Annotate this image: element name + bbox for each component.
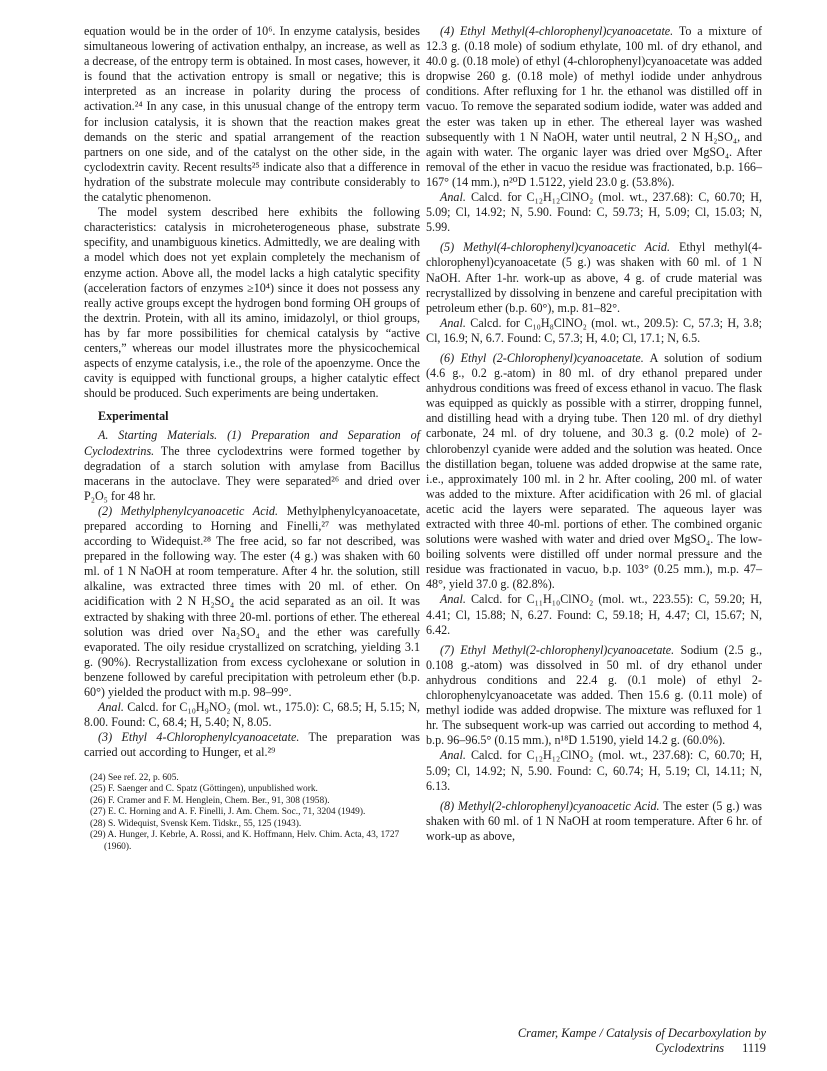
left-column (84, 24, 420, 854)
analysis-body: Calcd. for C₁₀H₈ClNO₂ (mol. wt., 209.5): C, 57.3; H, 3.8; Cl, 16.9; N, 6.7. Found: C, 57.3; H, 4.0; Cl, 17.1; N, 6.5. (426, 315, 762, 345)
paragraph-title: (8) Methyl(2-chlorophenyl)cyanoacetic Acid. (440, 798, 660, 813)
paragraph-ethyl-methyl-4-chlorophenyl (426, 24, 762, 190)
paragraph-ethyl-methyl-2-chlorophenyl (426, 643, 762, 749)
paragraph-body: Methylphenylcyanoacetate, prepared according to Horning and Finelli,²⁷ was methylated according to Widequist.²⁸ The free acid, so far not described, was prepared in the following way. The ester (4 g.) was shaken with 60 ml. of 1 N NaOH at room temperature. After 4 hr. the solution, still alkaline, was extracted three times with 20 ml. of ether. On acidification with 2 N H₂SO₄ the acid separated as an oil. It was extracted by shaking with three 20-ml. portions of ether. The ethereal solution was dried over Na₂SO₄ and the ether was carefully evaporated. The oily residue crystallized on scratching, yielding 3.1 g. (90%). Recrystallization from excess cyclohexane or solution in benzene followed by careful precipitation with petroleum ether (b.p. 60°) yielded the product with m.p. 98–99°. (84, 503, 420, 700)
analysis-body: Calcd. for C₁₂H₁₂ClNO₂ (mol. wt., 237.68): C, 60.70; H, 5.09; Cl, 14.92; N, 5.90. Found: C, 59.73; H, 5.09; Cl, 15.03; N, 5.99. (426, 190, 762, 235)
analysis-label: Anal. (440, 190, 466, 205)
paragraph-body: A solution of sodium (4.6 g., 0.2 g.-atom) in 80 ml. of dry ethanol prepared under anhydrous conditions was freed of excess ethanol in vacuo. The flask was equipped as quickly as possible with a stirrer, dropping funnel, and distilling head with a drying tube. Then 120 ml. of dry diethyl carbonate, 24 ml. of dry toluene, and 30.3 g. (0.2 mole) of 2-chlorobenzyl cyanide were added and the solution was heated. Once the distillation began, toluene was added dropwise at the same rate, i.e., approximately 100 ml. in 2 hr. After cooling, 200 ml. of water was added to the mixture. After acidification with 26 ml. of glacial acetic acid the layers were separated. The aqueous layer was extracted with three 40-ml. portions of ether. The combined organic solutions were washed with water and dried over MgSO₄. The low-boiling solvents were distilled off under normal pressure and the residue was fractionated in vacuo, b.p. 103° (0.25 mm.), m.p. 47–48°, yield 37.0 g. (82.8%). (426, 350, 762, 592)
paragraph-title: (6) Ethyl (2-Chlorophenyl)cyanoacetate. (440, 350, 644, 365)
paragraph-title: (4) Ethyl Methyl(4-chlorophenyl)cyanoacetate. (440, 24, 674, 38)
analysis-body: Calcd. for C₁₂H₁₂ClNO₂ (mol. wt., 237.68): C, 60.70; H, 5.09; Cl, 14.92; N, 5.90. Found: C, 60.74; H, 5.19; Cl, 14.11; N, 6.13. (426, 748, 762, 793)
paragraph-ethyl-2-chlorophenyl (426, 351, 762, 593)
footnote-27: (27) E. C. Horning and A. F. Finelli, J. Am. Chem. Soc., 71, 3204 (1949). (90, 807, 366, 818)
footnotes (84, 773, 420, 854)
analysis-body: Calcd. for C₁₀H₉NO₂ (mol. wt., 175.0): C, 68.5; H, 5.15; N, 8.00. Found: C, 68.4; H, 5.40; N, 8.05. (84, 700, 420, 730)
paragraph-body: Ethyl methyl(4-chlorophenyl)cyanoacetate (5 g.) was shaken with 60 ml. of 1 N NaOH. After 1-hr. work-up as above, 4 g. of crude material was recrystallized by dissolving in benzene and careful precipitation with petroleum ether (b.p. 60°), m.p. 81–82°. (426, 240, 762, 315)
paragraph-analysis-4 (426, 190, 762, 235)
analysis-label: Anal. (98, 700, 124, 715)
analysis-label: Anal. (440, 748, 466, 763)
paragraph-title: (2) Methylphenylcyanoacetic Acid. (98, 503, 278, 518)
footer-separator: / (596, 1026, 606, 1040)
paragraph-analysis-5 (426, 316, 762, 346)
paragraph-title: A. Starting Materials. (1) Preparation and Separation of Cyclodextrins. (84, 428, 420, 458)
paragraph-analysis-6 (426, 592, 762, 637)
footer-authors: Cramer, Kampe (517, 1026, 597, 1040)
paragraph-model-system: The model system described here exhibits the following characteristics: catalysis in microheterogeneous phase, substrate specifity, and unambiguous kinetics. Admittedly, we are dealing with a model which does not yet explain completely the mechanism of enzyme action. Above all, the model lacks a high catalytic specifity (acceleration factors of enzymes ≥10⁴) since it does not possess any really active groups except the hydrogen bond forming OH groups of the dextrin. Protein, with all its amino, imidazolyl, or thiol groups, has by far more possibilities for chemical catalysis by “active centers,” whereas our model illustrates more the physicochemical aspects of enzyme catalysis, i.e., the role of the apoenzyme. Once the cavity is equipped with functional groups, a higher catalytic effect should be produced. Such experiments are being undertaken. (84, 205, 420, 401)
right-column (426, 24, 762, 844)
footnote-26: (26) F. Cramer and F. M. Henglein, Chem. Ber., 91, 308 (1958). (90, 795, 330, 806)
analysis-body: Calcd. for C₁₁H₁₀ClNO₂ (mol. wt., 223.55): C, 59.20; H, 4.41; Cl, 15.88; N, 6.27. Found: C, 59.18; H, 4.47; Cl, 15.67; N, 6.42. (426, 592, 762, 637)
paragraph-title: (7) Ethyl Methyl(2-chlorophenyl)cyanoacetate. (440, 642, 675, 657)
page-footer (426, 1026, 766, 1056)
footnote-25: (25) F. Saenger and C. Spatz (Göttingen), unpublished work. (90, 784, 318, 795)
paragraph-body: The three cyclodextrins were formed together by degradation of a starch solution with amylase from Bacillus macerans in the autoclave. They were separated²⁶ and dried over P₂O₅ for 48 hr. (84, 443, 420, 503)
paragraph-methyl-4-chlorophenyl-acid (426, 240, 762, 315)
analysis-label: Anal. (440, 315, 466, 330)
paragraph-title: (5) Methyl(4-chlorophenyl)cyanoacetic Acid. (440, 240, 670, 255)
section-heading-experimental: Experimental (98, 409, 169, 424)
footer-title: Catalysis of Decarboxylation by Cyclodextrins (605, 1026, 766, 1055)
paragraph-body: The preparation was carried out according to Hunger, et al.²⁹ (84, 730, 421, 760)
paragraph-body: The ester (5 g.) was shaken with 60 ml. of 1 N NaOH at room temperature. After 6 hr. of work-up as above, (426, 798, 762, 843)
footnote-24: (24) See ref. 22, p. 605. (90, 772, 179, 783)
paragraph-starting-materials (84, 428, 420, 503)
paragraph-title: (3) Ethyl 4-Chlorophenylcyanoacetate. (98, 730, 300, 745)
paragraph-body: To a mixture of 12.3 g. (0.18 mole) of sodium ethylate, 100 ml. of dry ethanol, and 40.0 g. (0.18 mole) of ethyl (4-chlorophenyl)cyanoacetate was added dropwise 260 g. (0.18 mole) of methyl iodide under anhydrous conditions. After refluxing for 1 hr. the ethanol was distilled off in vacuo. To remove the separated sodium iodide, water was added and the ester was taken up in ether. The ethereal layer was washed subsequently with 1 N NaOH, water until neutral, 2 N H₂SO₄, and again with water. The organic layer was dried over MgSO₄. After removal of the ether in vacuo the residue was fractionated, b.p. 166–167° (14 mm.), n²⁰D 1.5122, yield 23.0 g. (53.8%). (426, 24, 762, 189)
paragraph-methylphenylcyanoacetic-acid (84, 504, 420, 700)
footnote-28: (28) S. Widequist, Svensk Kem. Tidskr., 55, 125 (1943). (90, 818, 302, 829)
paragraph-methyl-2-chlorophenyl-acid (426, 799, 762, 844)
paragraph-analysis-2 (84, 700, 420, 730)
page-number: 1119 (742, 1041, 766, 1055)
analysis-label: Anal. (440, 592, 466, 607)
paragraph-entropy: equation would be in the order of 10⁶. In enzyme catalysis, besides simultaneous lowering of activation enthalpy, an increase, as well as a decrease, of the entropy term is obtained. In most cases, however, it is found that the activation entropy is small or negative; this is interpreted as an increase in polarity during the process of activation.²⁴ In any case, in this unusual change of the entropy term for inclusion catalysis, it is shown that the reaction makes great demands on the steric and spatial arrangement of the reaction partners on one side, and of the catalyst on the other side, in the cyclodextrin cavity. Recent results²⁵ indicate also that a difference in hydration of the substrate molecule may contribute considerably to the catalytic phenomenon. (84, 24, 421, 205)
paragraph-body: Sodium (2.5 g., 0.108 g.-atom) was dissolved in 50 ml. of dry ethanol under anhydrous conditions and 22.4 g. (0.1 mole) of ethyl 2-chlorophenylcyanoacetate was added. Then 15.6 g. (0.11 mole) of methyl iodide was added dropwise. The mixture was refluxed for 1 hr. The subsequent work-up was carried out according to method 4, b.p. 96–96.5° (0.15 mm.), n¹⁸D 1.5190, yield 14.2 g. (60.0%). (426, 642, 762, 748)
paragraph-analysis-7 (426, 748, 762, 793)
paragraph-ethyl-4-chlorophenylcyanoacetate (84, 730, 420, 760)
footnote-29: (29) A. Hunger, J. Kebrle, A. Rossi, and K. Hoffmann, Helv. Chim. Acta, 43, 1727 (1960). (90, 830, 400, 853)
